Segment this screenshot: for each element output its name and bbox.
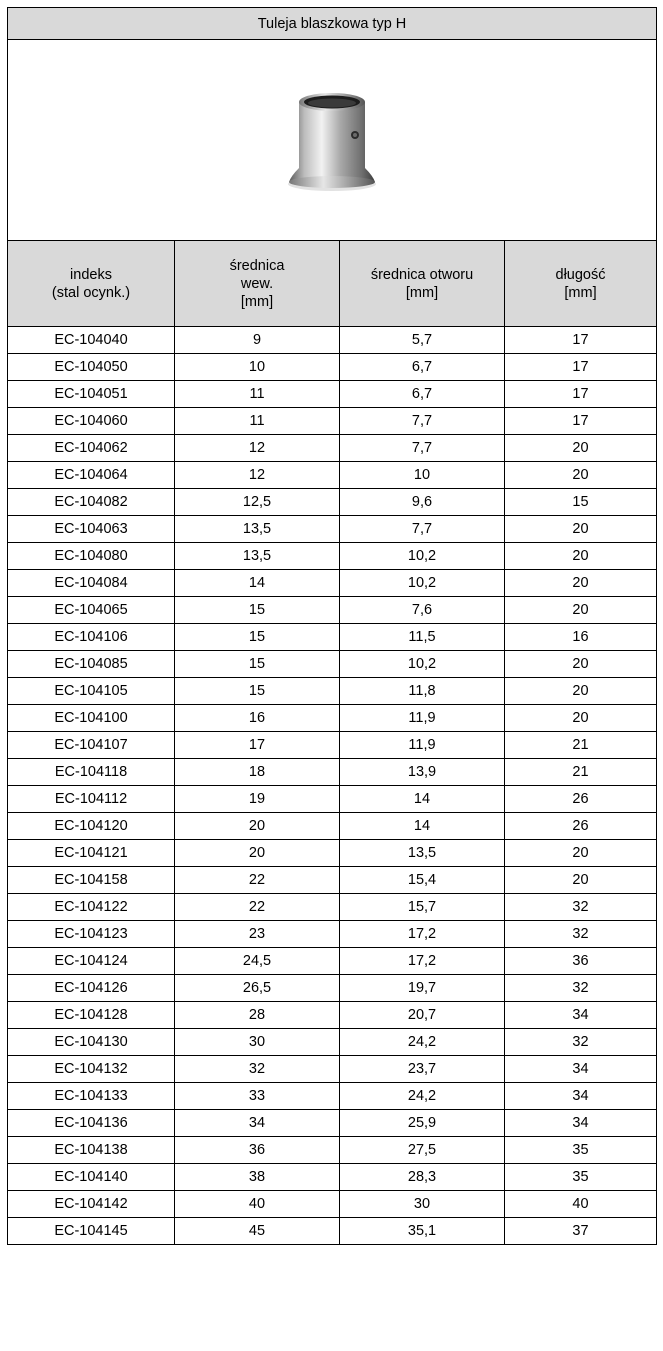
cell-length: 17 bbox=[505, 408, 657, 435]
cell-inner-diameter: 15 bbox=[175, 651, 340, 678]
table-row bbox=[8, 732, 657, 759]
cell-hole-diameter: 7,7 bbox=[340, 516, 505, 543]
cell-inner-diameter: 38 bbox=[175, 1164, 340, 1191]
cell-inner-diameter: 23 bbox=[175, 921, 340, 948]
cell-inner-diameter: 33 bbox=[175, 1083, 340, 1110]
cell-inner-diameter: 26,5 bbox=[175, 975, 340, 1002]
cell-length: 21 bbox=[505, 759, 657, 786]
cell-index: EC-104130 bbox=[8, 1029, 175, 1056]
cell-index: EC-104136 bbox=[8, 1110, 175, 1137]
table-row bbox=[8, 1002, 657, 1029]
cell-index: EC-104050 bbox=[8, 354, 175, 381]
table-row bbox=[8, 570, 657, 597]
table-row bbox=[8, 1164, 657, 1191]
cell-index: EC-104065 bbox=[8, 597, 175, 624]
table-row bbox=[8, 597, 657, 624]
cell-length: 36 bbox=[505, 948, 657, 975]
cell-index: EC-104126 bbox=[8, 975, 175, 1002]
cell-index: EC-104142 bbox=[8, 1191, 175, 1218]
cell-hole-diameter: 9,6 bbox=[340, 489, 505, 516]
cell-length: 37 bbox=[505, 1218, 657, 1245]
cell-length: 32 bbox=[505, 1029, 657, 1056]
cell-index: EC-104051 bbox=[8, 381, 175, 408]
cell-index: EC-104064 bbox=[8, 462, 175, 489]
cell-length: 20 bbox=[505, 651, 657, 678]
cell-index: EC-104120 bbox=[8, 813, 175, 840]
product-image-cell bbox=[8, 40, 657, 241]
table-row bbox=[8, 948, 657, 975]
cell-inner-diameter: 15 bbox=[175, 624, 340, 651]
cell-inner-diameter: 24,5 bbox=[175, 948, 340, 975]
table-row bbox=[8, 867, 657, 894]
cell-length: 34 bbox=[505, 1110, 657, 1137]
cell-index: EC-104062 bbox=[8, 435, 175, 462]
cell-length: 20 bbox=[505, 705, 657, 732]
cell-index: EC-104084 bbox=[8, 570, 175, 597]
table-row bbox=[8, 705, 657, 732]
cell-index: EC-104145 bbox=[8, 1218, 175, 1245]
cell-index: EC-104123 bbox=[8, 921, 175, 948]
cell-index: EC-104063 bbox=[8, 516, 175, 543]
cell-inner-diameter: 28 bbox=[175, 1002, 340, 1029]
cell-length: 20 bbox=[505, 678, 657, 705]
cell-hole-diameter: 15,7 bbox=[340, 894, 505, 921]
cell-length: 26 bbox=[505, 813, 657, 840]
cell-hole-diameter: 7,6 bbox=[340, 597, 505, 624]
cell-hole-diameter: 24,2 bbox=[340, 1029, 505, 1056]
header-length-line-1: długość bbox=[555, 266, 606, 283]
cell-hole-diameter: 11,9 bbox=[340, 705, 505, 732]
cell-hole-diameter: 11,8 bbox=[340, 678, 505, 705]
header-hole-diameter-line-2: [mm] bbox=[405, 284, 439, 301]
cell-inner-diameter: 14 bbox=[175, 570, 340, 597]
table-row bbox=[8, 1110, 657, 1137]
table-row bbox=[8, 624, 657, 651]
cell-hole-diameter: 7,7 bbox=[340, 408, 505, 435]
cell-length: 35 bbox=[505, 1164, 657, 1191]
cell-length: 20 bbox=[505, 462, 657, 489]
cell-inner-diameter: 19 bbox=[175, 786, 340, 813]
cell-length: 20 bbox=[505, 543, 657, 570]
table-row bbox=[8, 813, 657, 840]
cell-inner-diameter: 22 bbox=[175, 894, 340, 921]
cell-inner-diameter: 10 bbox=[175, 354, 340, 381]
table-row bbox=[8, 1137, 657, 1164]
cell-index: EC-104060 bbox=[8, 408, 175, 435]
table-row bbox=[8, 759, 657, 786]
cell-index: EC-104121 bbox=[8, 840, 175, 867]
cell-hole-diameter: 19,7 bbox=[340, 975, 505, 1002]
cell-index: EC-104128 bbox=[8, 1002, 175, 1029]
cell-length: 34 bbox=[505, 1083, 657, 1110]
header-index-line-2: (stal ocynk.) bbox=[51, 284, 131, 301]
cell-inner-diameter: 11 bbox=[175, 408, 340, 435]
metal-sleeve-ferrule-icon bbox=[277, 80, 387, 200]
table-row bbox=[8, 786, 657, 813]
table-row bbox=[8, 1083, 657, 1110]
cell-hole-diameter: 27,5 bbox=[340, 1137, 505, 1164]
cell-length: 34 bbox=[505, 1002, 657, 1029]
table-row bbox=[8, 354, 657, 381]
header-row bbox=[8, 241, 657, 327]
cell-length: 15 bbox=[505, 489, 657, 516]
cell-index: EC-104158 bbox=[8, 867, 175, 894]
cell-inner-diameter: 12 bbox=[175, 435, 340, 462]
cell-hole-diameter: 30 bbox=[340, 1191, 505, 1218]
cell-length: 20 bbox=[505, 570, 657, 597]
cell-length: 20 bbox=[505, 597, 657, 624]
table-row bbox=[8, 408, 657, 435]
cell-inner-diameter: 34 bbox=[175, 1110, 340, 1137]
table-row bbox=[8, 1029, 657, 1056]
cell-inner-diameter: 15 bbox=[175, 678, 340, 705]
cell-length: 20 bbox=[505, 867, 657, 894]
image-row bbox=[8, 40, 657, 241]
cell-length: 17 bbox=[505, 354, 657, 381]
table-row bbox=[8, 489, 657, 516]
cell-inner-diameter: 20 bbox=[175, 840, 340, 867]
cell-length: 32 bbox=[505, 975, 657, 1002]
cell-inner-diameter: 17 bbox=[175, 732, 340, 759]
header-inner-diameter-line-1: średnica bbox=[229, 257, 285, 274]
cell-index: EC-104107 bbox=[8, 732, 175, 759]
cell-inner-diameter: 16 bbox=[175, 705, 340, 732]
header-index bbox=[8, 241, 175, 327]
cell-hole-diameter: 13,9 bbox=[340, 759, 505, 786]
cell-inner-diameter: 9 bbox=[175, 327, 340, 354]
cell-index: EC-104100 bbox=[8, 705, 175, 732]
cell-inner-diameter: 18 bbox=[175, 759, 340, 786]
table-row bbox=[8, 840, 657, 867]
cell-index: EC-104133 bbox=[8, 1083, 175, 1110]
header-hole-diameter-line-1: średnica otworu bbox=[370, 266, 474, 283]
cell-length: 17 bbox=[505, 327, 657, 354]
cell-hole-diameter: 25,9 bbox=[340, 1110, 505, 1137]
cell-length: 17 bbox=[505, 381, 657, 408]
cell-length: 32 bbox=[505, 921, 657, 948]
table-row bbox=[8, 678, 657, 705]
table-row bbox=[8, 516, 657, 543]
cell-hole-diameter: 10,2 bbox=[340, 570, 505, 597]
cell-index: EC-104124 bbox=[8, 948, 175, 975]
cell-inner-diameter: 20 bbox=[175, 813, 340, 840]
cell-hole-diameter: 10,2 bbox=[340, 543, 505, 570]
cell-length: 34 bbox=[505, 1056, 657, 1083]
cell-inner-diameter: 12 bbox=[175, 462, 340, 489]
cell-inner-diameter: 36 bbox=[175, 1137, 340, 1164]
cell-index: EC-104122 bbox=[8, 894, 175, 921]
cell-length: 35 bbox=[505, 1137, 657, 1164]
cell-index: EC-104140 bbox=[8, 1164, 175, 1191]
cell-index: EC-104118 bbox=[8, 759, 175, 786]
table-row bbox=[8, 1191, 657, 1218]
table-row bbox=[8, 327, 657, 354]
cell-hole-diameter: 15,4 bbox=[340, 867, 505, 894]
cell-hole-diameter: 14 bbox=[340, 813, 505, 840]
product-table bbox=[7, 7, 657, 1245]
cell-hole-diameter: 5,7 bbox=[340, 327, 505, 354]
cell-index: EC-104040 bbox=[8, 327, 175, 354]
cell-inner-diameter: 32 bbox=[175, 1056, 340, 1083]
cell-index: EC-104138 bbox=[8, 1137, 175, 1164]
cell-inner-diameter: 11 bbox=[175, 381, 340, 408]
cell-index: EC-104132 bbox=[8, 1056, 175, 1083]
cell-hole-diameter: 17,2 bbox=[340, 921, 505, 948]
cell-hole-diameter: 10 bbox=[340, 462, 505, 489]
cell-inner-diameter: 22 bbox=[175, 867, 340, 894]
table-row bbox=[8, 543, 657, 570]
table-row bbox=[8, 1218, 657, 1245]
cell-index: EC-104085 bbox=[8, 651, 175, 678]
cell-hole-diameter: 28,3 bbox=[340, 1164, 505, 1191]
header-length-line-2: [mm] bbox=[564, 284, 597, 301]
header-inner-diameter-line-3: [mm] bbox=[240, 293, 274, 310]
cell-index: EC-104082 bbox=[8, 489, 175, 516]
cell-length: 20 bbox=[505, 840, 657, 867]
cell-hole-diameter: 17,2 bbox=[340, 948, 505, 975]
cell-inner-diameter: 12,5 bbox=[175, 489, 340, 516]
table-row bbox=[8, 462, 657, 489]
cell-hole-diameter: 20,7 bbox=[340, 1002, 505, 1029]
cell-hole-diameter: 13,5 bbox=[340, 840, 505, 867]
header-inner-diameter bbox=[175, 241, 340, 327]
cell-inner-diameter: 30 bbox=[175, 1029, 340, 1056]
cell-hole-diameter: 35,1 bbox=[340, 1218, 505, 1245]
cell-inner-diameter: 13,5 bbox=[175, 543, 340, 570]
table-row bbox=[8, 381, 657, 408]
cell-length: 20 bbox=[505, 435, 657, 462]
cell-length: 32 bbox=[505, 894, 657, 921]
table-row bbox=[8, 921, 657, 948]
cell-inner-diameter: 15 bbox=[175, 597, 340, 624]
cell-inner-diameter: 13,5 bbox=[175, 516, 340, 543]
cell-index: EC-104105 bbox=[8, 678, 175, 705]
cell-length: 16 bbox=[505, 624, 657, 651]
cell-hole-diameter: 11,5 bbox=[340, 624, 505, 651]
header-inner-diameter-line-2: wew. bbox=[240, 275, 274, 292]
table-row bbox=[8, 975, 657, 1002]
cell-length: 40 bbox=[505, 1191, 657, 1218]
table-row bbox=[8, 435, 657, 462]
header-length bbox=[505, 241, 657, 327]
cell-hole-diameter: 10,2 bbox=[340, 651, 505, 678]
cell-index: EC-104112 bbox=[8, 786, 175, 813]
cell-length: 26 bbox=[505, 786, 657, 813]
table-row bbox=[8, 1056, 657, 1083]
cell-hole-diameter: 11,9 bbox=[340, 732, 505, 759]
cell-hole-diameter: 24,2 bbox=[340, 1083, 505, 1110]
title-row bbox=[8, 8, 657, 40]
cell-inner-diameter: 45 bbox=[175, 1218, 340, 1245]
header-index-line-1: indeks bbox=[70, 266, 112, 283]
header-hole-diameter bbox=[340, 241, 505, 327]
cell-length: 21 bbox=[505, 732, 657, 759]
cell-hole-diameter: 23,7 bbox=[340, 1056, 505, 1083]
cell-index: EC-104080 bbox=[8, 543, 175, 570]
cell-hole-diameter: 14 bbox=[340, 786, 505, 813]
table-title: Tuleja blaszkowa typ H bbox=[8, 8, 657, 40]
cell-length: 20 bbox=[505, 516, 657, 543]
table-row bbox=[8, 894, 657, 921]
cell-index: EC-104106 bbox=[8, 624, 175, 651]
cell-hole-diameter: 6,7 bbox=[340, 354, 505, 381]
table-row bbox=[8, 651, 657, 678]
cell-hole-diameter: 7,7 bbox=[340, 435, 505, 462]
cell-inner-diameter: 40 bbox=[175, 1191, 340, 1218]
cell-hole-diameter: 6,7 bbox=[340, 381, 505, 408]
